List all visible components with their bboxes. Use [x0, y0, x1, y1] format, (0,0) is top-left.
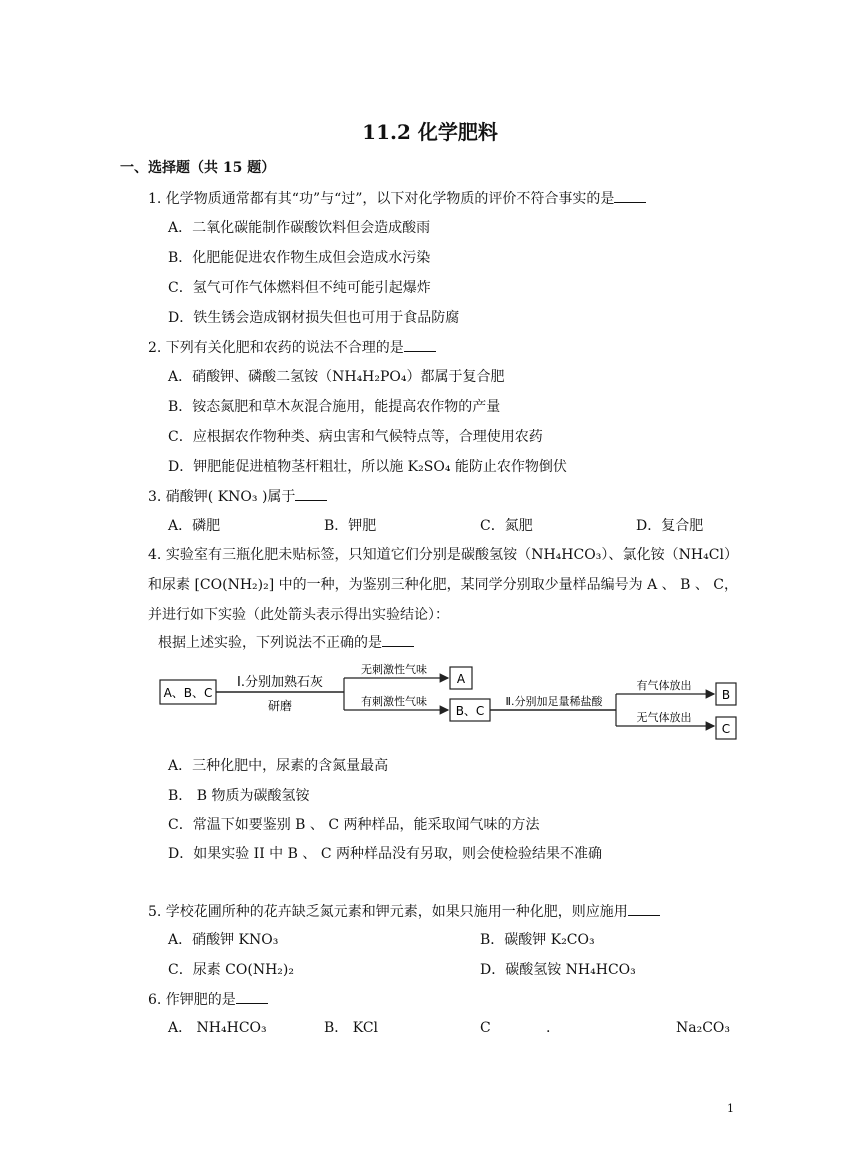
q6-option-a: A． NH₄HCO₃ [168, 1020, 267, 1036]
q5-option-c: C．尿素 CO(NH₂)₂ [168, 962, 294, 978]
q6-option-b: B． KCl [324, 1020, 379, 1036]
question-5 [148, 901, 660, 922]
branch4-label: 无气体放出 [636, 711, 692, 724]
q1-option-a: A．二氧化碳能制作碳酸饮料但会造成酸雨 [168, 220, 431, 236]
question-3-stem: 3. 硝酸钾( KNO₃ )属于 [148, 489, 296, 505]
box-bc-label: B、C [455, 704, 485, 718]
q6-option-c: C [480, 1020, 491, 1036]
q4-option-d: D．如果实验 II 中 B 、 C 两种样品没有另取，则会使检验结果不准确 [168, 846, 602, 862]
q4-option-c: C．常温下如要鉴别 B 、 C 两种样品，能采取闻气味的方法 [168, 817, 540, 833]
box-c-label: C [721, 722, 731, 736]
question-4-lead-text: 根据上述实验，下列说法不正确的是 [158, 635, 382, 651]
q5-option-b: B．碳酸钾 K₂CO₃ [480, 932, 595, 948]
branch3-label: 有气体放出 [636, 679, 692, 692]
answer-blank[interactable] [404, 337, 436, 352]
answer-blank[interactable] [236, 989, 268, 1004]
answer-blank[interactable] [295, 486, 327, 501]
q1-option-b: B．化肥能促进农作物生成但会造成水污染 [168, 250, 431, 266]
question-1-stem: 1. 化学物质通常都有其“功”与“过”，以下对化学物质的评价不符合事实的是 [148, 191, 615, 207]
branch2-label: 有刺激性气味 [361, 695, 427, 708]
box-b-label: B [721, 688, 731, 702]
step1-label: Ⅰ.分别加熟石灰 [237, 675, 323, 690]
answer-blank[interactable] [628, 901, 660, 916]
q6-option-c-dot: . [546, 1020, 551, 1036]
section-heading: 一、选择题（共 15 题） [120, 160, 276, 176]
q2-option-c: C．应根据农作物种类、病虫害和气候特点等，合理使用农药 [168, 429, 543, 445]
question-3 [148, 486, 327, 507]
q4-option-a: A．三种化肥中，尿素的含氮量最高 [168, 758, 389, 774]
q5-option-a: A．硝酸钾 KNO₃ [168, 932, 279, 948]
q1-option-d: D．铁生锈会造成钢材损失但也可用于食品防腐 [168, 310, 460, 326]
question-5-stem: 5. 学校花圃所种的花卉缺乏氮元素和钾元素，如果只施用一种化肥，则应施用 [148, 904, 628, 920]
page-title: 11.2 化学肥料 [362, 120, 498, 144]
q6-option-c-formula: Na₂CO₃ [676, 1020, 731, 1036]
question-2-stem: 2. 下列有关化肥和农药的说法不合理的是 [148, 340, 404, 356]
answer-blank[interactable] [382, 632, 414, 647]
q3-option-a: A．磷肥 [168, 518, 221, 534]
question-2 [148, 337, 436, 358]
q1-option-c: C．氢气可作气体燃料但不纯可能引起爆炸 [168, 280, 431, 296]
q3-option-d: D．复合肥 [636, 518, 704, 534]
page-number: 1 [727, 1102, 734, 1115]
q2-option-a: A．硝酸钾、磷酸二氢铵（NH₄H₂PO₄）都属于复合肥 [168, 369, 505, 385]
question-6 [148, 989, 268, 1010]
q4-option-b: B． B 物质为碳酸氢铵 [168, 788, 310, 804]
question-4-lead [158, 632, 414, 653]
q2-option-d: D．钾肥能促进植物茎杆粗壮，所以施 K₂SO₄ 能防止农作物倒伏 [168, 459, 567, 475]
answer-blank[interactable] [614, 188, 646, 203]
question-1 [148, 188, 646, 209]
step1-sublabel: 研磨 [267, 699, 293, 713]
box-a-label: A [456, 672, 466, 686]
experiment-flow-diagram [158, 658, 738, 744]
q3-option-c: C．氮肥 [480, 518, 533, 534]
q5-option-d: D．碳酸氢铵 NH₄HCO₃ [480, 962, 636, 978]
q2-option-b: B．铵态氮肥和草木灰混合施用，能提高农作物的产量 [168, 399, 501, 415]
branch1-label: 无刺激性气味 [361, 663, 427, 676]
question-6-stem: 6. 作钾肥的是 [148, 992, 236, 1008]
start-box-label: A、B、C [163, 686, 213, 700]
question-4-stem: 4. 实验室有三瓶化肥未贴标签，只知道它们分别是碳酸氢铵（NH₄HCO₃）、氯化铵（NH₄Cl）和尿素 [CO(NH₂)₂] 中的一种，为鉴别三种化肥，某同学分别取少量样品编号为 A 、 B 、 C，并进行如下实验（此处箭头表示得出实验结论）： [148, 547, 738, 623]
q3-option-b: B．钾肥 [324, 518, 377, 534]
step2-label: Ⅱ.分别加足量稀盐酸 [505, 695, 603, 708]
